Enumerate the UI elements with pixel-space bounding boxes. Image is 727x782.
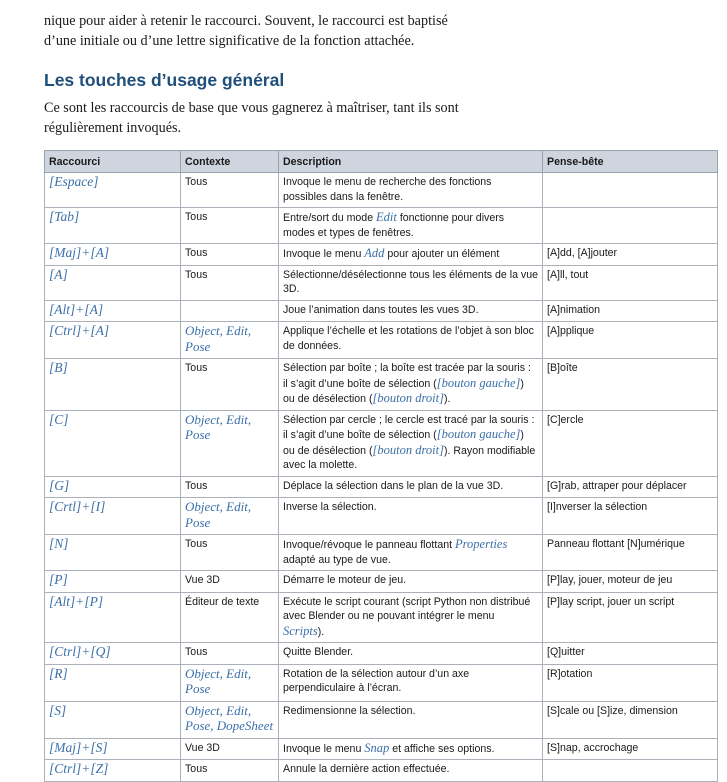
- shortcut-cell: [45, 738, 181, 760]
- table-row: [45, 322, 718, 359]
- context-cell: [181, 300, 279, 322]
- description-term: [bouton gauche]: [436, 427, 521, 441]
- description-cell: [279, 300, 543, 322]
- description-text: Applique l’échelle et les rotations de l’objet à son bloc de données.: [283, 325, 534, 352]
- header-raccourci: Raccourci: [45, 151, 181, 173]
- table-body: [45, 173, 718, 782]
- context-cell: [181, 571, 279, 593]
- memo-cell: [543, 701, 718, 738]
- context-cell: [181, 173, 279, 208]
- description-text: adapté au type de vue.: [283, 553, 391, 566]
- shortcut-cell: [45, 410, 181, 476]
- table-row: [45, 244, 718, 266]
- description-cell: [279, 322, 543, 359]
- shortcut-key: [Crtl]+[I]: [49, 499, 106, 514]
- description-text: Invoque/révoque le panneau flottant: [283, 539, 455, 551]
- description-cell: [279, 410, 543, 476]
- description-cell: [279, 701, 543, 738]
- memo-text: [R]otation: [547, 667, 593, 680]
- memo-cell: [543, 643, 718, 665]
- shortcut-key: [G]: [49, 477, 70, 493]
- context-cell: [181, 359, 279, 411]
- context-modes: Object, Edit, Pose: [185, 665, 252, 696]
- memo-cell: [543, 535, 718, 571]
- table-row: [45, 498, 718, 535]
- description-cell: [279, 173, 543, 208]
- table-row: [45, 300, 718, 322]
- intro-paragraph: [44, 12, 684, 51]
- description-cell: [279, 643, 543, 665]
- lead-line-2: régulièrement invoqués.: [44, 119, 182, 136]
- shortcut-cell: [45, 476, 181, 498]
- shortcuts-table: [44, 150, 718, 782]
- shortcut-cell: [45, 322, 181, 359]
- description-text: Redimensionne la sélection.: [283, 704, 416, 717]
- description-term: Add: [364, 246, 385, 260]
- context-text: Tous: [185, 247, 208, 259]
- table-row: [45, 265, 718, 300]
- shortcut-cell: [45, 359, 181, 411]
- context-cell: [181, 535, 279, 571]
- context-cell: [181, 643, 279, 665]
- memo-text: [S]nap, accrochage: [547, 741, 639, 754]
- description-text: Sélection par cercle ; le cercle est tracé par la souris : il s’agit d’une boîte de sélection (: [283, 413, 535, 441]
- description-text: Sélectionne/désélectionne tous les éléments de la vue 3D.: [283, 268, 539, 295]
- description-cell: [279, 208, 543, 244]
- context-text: Vue 3D: [185, 574, 220, 586]
- shortcut-key: [R]: [49, 665, 68, 681]
- section-title: Les touches d’usage général: [44, 70, 285, 90]
- context-cell: [181, 701, 279, 738]
- intro-line-2: d’une initiale ou d’une lettre significative de la fonction attachée.: [44, 32, 415, 49]
- table-row: [45, 359, 718, 411]
- context-cell: [181, 410, 279, 476]
- shortcut-cell: [45, 208, 181, 244]
- context-text: Tous: [185, 646, 208, 658]
- shortcut-cell: [45, 498, 181, 535]
- lead-paragraph: [44, 99, 684, 138]
- description-cell: [279, 498, 543, 535]
- memo-text: [P]lay, jouer, moteur de jeu: [547, 574, 673, 586]
- memo-text: [B]oîte: [547, 362, 578, 374]
- description-text: Quitte Blender.: [283, 646, 354, 658]
- description-term: Properties: [455, 537, 508, 551]
- memo-cell: [543, 738, 718, 760]
- context-text: Éditeur de texte: [185, 595, 260, 608]
- shortcut-key: [Alt]+[P]: [49, 593, 104, 609]
- description-cell: [279, 244, 543, 266]
- context-cell: [181, 498, 279, 535]
- memo-text: [S]cale ou [S]ize, dimension: [547, 704, 678, 717]
- description-text: pour ajouter un élément: [384, 248, 500, 260]
- context-cell: [181, 664, 279, 701]
- table-row: [45, 208, 718, 244]
- shortcut-cell: [45, 535, 181, 571]
- description-text: Déplace la sélection dans le plan de la vue 3D.: [283, 479, 504, 492]
- memo-cell: [543, 265, 718, 300]
- memo-cell: [543, 410, 718, 476]
- description-text: Invoque le menu: [283, 248, 365, 260]
- shortcut-key: [N]: [49, 536, 69, 551]
- memo-text: [I]nverser la sélection: [547, 501, 648, 513]
- context-cell: [181, 760, 279, 782]
- shortcut-key: [S]: [49, 702, 67, 718]
- description-term: Snap: [364, 740, 390, 755]
- context-cell: [181, 265, 279, 300]
- memo-cell: [543, 244, 718, 266]
- description-cell: [279, 571, 543, 593]
- header-description: Description: [279, 151, 543, 173]
- memo-cell: [543, 664, 718, 701]
- context-modes: Object, Edit, Pose: [185, 499, 252, 530]
- description-term: Edit: [376, 210, 397, 224]
- shortcut-cell: [45, 300, 181, 322]
- shortcut-key: [C]: [49, 411, 69, 427]
- description-text: Démarre le moteur de jeu.: [283, 574, 407, 586]
- table-row: [45, 410, 718, 476]
- intro-line-1: nique pour aider à retenir le raccourci. Souvent, le raccourci est baptisé: [44, 13, 448, 29]
- memo-cell: [543, 173, 718, 208]
- description-cell: [279, 760, 543, 782]
- description-text: ).: [443, 393, 451, 405]
- description-text: ).: [317, 625, 325, 638]
- description-text: fonctionne pour divers modes et types de fenêtres.: [283, 212, 505, 239]
- shortcut-key: [Ctrl]+[A]: [49, 323, 110, 338]
- description-term: [bouton droit]: [372, 391, 444, 405]
- header-contexte: Contexte: [181, 151, 279, 173]
- context-text: Tous: [185, 268, 208, 281]
- description-cell: [279, 738, 543, 760]
- shortcut-cell: [45, 173, 181, 208]
- description-cell: [279, 265, 543, 300]
- description-text: Invoque le menu: [283, 742, 365, 755]
- shortcut-key: [Alt]+[A]: [49, 301, 104, 317]
- memo-text: [A]dd, [A]jouter: [547, 247, 618, 259]
- context-modes: Object, Edit, Pose: [185, 411, 252, 442]
- table-header-row: [45, 151, 718, 173]
- memo-text: [G]rab, attraper pour déplacer: [547, 479, 687, 492]
- description-text: Joue l’animation dans toutes les vues 3D.: [283, 303, 479, 316]
- description-text: Sélection par boîte ; la boîte est tracée par la souris : il s’agit d’une boîte de sélection (: [283, 362, 531, 390]
- shortcut-cell: [45, 244, 181, 266]
- table-row: [45, 571, 718, 593]
- description-text: Invoque le menu de recherche des fonctions possibles dans la fenêtre.: [283, 176, 492, 203]
- description-text: Inverse la sélection.: [283, 501, 377, 513]
- context-cell: [181, 738, 279, 760]
- memo-text: [A]ll, tout: [547, 268, 589, 281]
- memo-cell: [543, 571, 718, 593]
- context-cell: [181, 244, 279, 266]
- memo-cell: [543, 760, 718, 782]
- memo-cell: [543, 498, 718, 535]
- shortcut-cell: [45, 643, 181, 665]
- memo-text: [A]pplique: [547, 325, 595, 337]
- description-text: ) ou de désélection (: [283, 377, 524, 405]
- description-cell: [279, 476, 543, 498]
- shortcut-key: [B]: [49, 360, 68, 375]
- description-text: et affiche ses options.: [389, 742, 495, 755]
- shortcut-cell: [45, 571, 181, 593]
- shortcut-key: [Ctrl]+[Q]: [49, 644, 111, 659]
- table-row: [45, 643, 718, 665]
- shortcut-cell: [45, 265, 181, 300]
- table-row: [45, 173, 718, 208]
- description-text: ) ou de désélection (: [283, 429, 524, 457]
- description-term: [bouton gauche]: [436, 375, 521, 390]
- description-cell: [279, 535, 543, 571]
- memo-cell: [543, 359, 718, 411]
- memo-cell: [543, 592, 718, 643]
- memo-text: [Q]uitter: [547, 646, 585, 658]
- description-cell: [279, 359, 543, 411]
- context-cell: [181, 208, 279, 244]
- memo-text: Panneau flottant [N]umérique: [547, 538, 685, 550]
- table-row: [45, 592, 718, 643]
- context-text: Tous: [185, 211, 208, 223]
- memo-text: [A]nimation: [547, 303, 600, 316]
- description-cell: [279, 664, 543, 701]
- context-modes: Object, Edit, Pose, DopeSheet: [185, 702, 274, 733]
- header-pense-bete: Pense-bête: [543, 151, 718, 173]
- table-row: [45, 476, 718, 498]
- shortcut-cell: [45, 592, 181, 643]
- lead-line-1: Ce sont les raccourcis de base que vous gagnerez à maîtriser, tant ils sont: [44, 100, 459, 116]
- table-row: [45, 535, 718, 571]
- memo-text: [P]lay script, jouer un script: [547, 595, 675, 608]
- memo-cell: [543, 476, 718, 498]
- memo-text: [C]ercle: [547, 413, 584, 426]
- table-row: [45, 760, 718, 782]
- table-row: [45, 701, 718, 738]
- table-row: [45, 664, 718, 701]
- context-text: Tous: [185, 362, 208, 374]
- shortcut-key: [A]: [49, 266, 68, 282]
- description-text: ). Rayon modifiable avec la molette.: [283, 444, 536, 471]
- description-text: Rotation de la sélection autour d’un axe perpendiculaire à l’écran.: [283, 667, 470, 694]
- table-row: [45, 738, 718, 760]
- context-text: Tous: [185, 479, 208, 492]
- memo-cell: [543, 208, 718, 244]
- context-text: Tous: [185, 763, 208, 775]
- shortcut-key: [Maj]+[A]: [49, 245, 110, 260]
- shortcut-key: [P]: [49, 572, 68, 587]
- description-text: Exécute le script courant (script Python non distribué avec Blender ou ne pouvant intégrer le menu: [283, 595, 531, 622]
- context-text: Tous: [185, 538, 208, 550]
- shortcut-key: [Ctrl]+[Z]: [49, 761, 109, 776]
- context-cell: [181, 322, 279, 359]
- shortcut-key: [Espace]: [49, 174, 99, 189]
- shortcut-key: [Tab]: [49, 209, 80, 224]
- shortcut-cell: [45, 760, 181, 782]
- context-cell: [181, 476, 279, 498]
- description-term: [bouton droit]: [372, 442, 444, 457]
- shortcut-cell: [45, 701, 181, 738]
- context-modes: Object, Edit, Pose: [185, 323, 252, 354]
- context-text: Vue 3D: [185, 741, 220, 754]
- description-term: Scripts: [283, 623, 318, 638]
- context-cell: [181, 592, 279, 643]
- description-text: Annule la dernière action effectuée.: [283, 763, 450, 775]
- description-cell: [279, 592, 543, 643]
- memo-cell: [543, 322, 718, 359]
- memo-cell: [543, 300, 718, 322]
- context-text: Tous: [185, 176, 208, 188]
- shortcut-cell: [45, 664, 181, 701]
- description-text: Entre/sort du mode: [283, 212, 377, 224]
- shortcut-key: [Maj]+[S]: [49, 739, 108, 755]
